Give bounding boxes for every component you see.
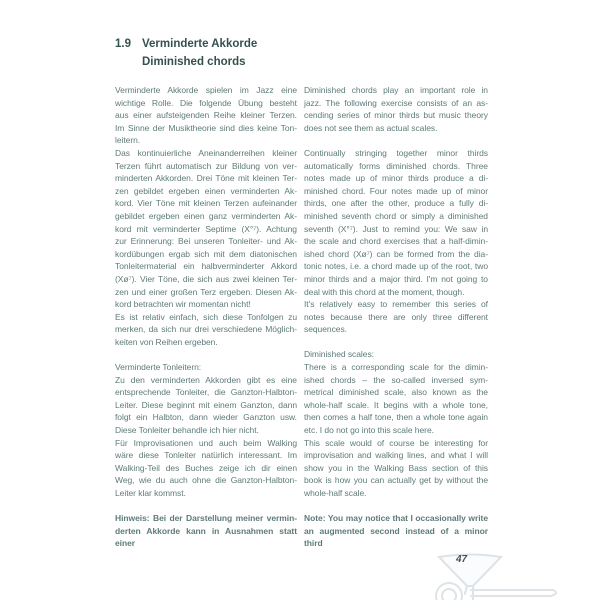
text-line: an augmented second instead of a minor third — [304, 525, 488, 549]
text-line: Note: You may notice that I occasionally write — [304, 513, 488, 524]
text-line: Leiter. Diese beginnt mit einem Ganzton, dann — [115, 399, 297, 410]
text-line: folgt ein Halbton, dann wieder Ganzton usw. — [115, 412, 297, 423]
text-line: Diminished chords play an important role in — [304, 85, 488, 95]
text-line: Für Improvisationen und auch beim Walking — [115, 437, 297, 448]
text-line: zen gebildet ergeben einen verminderten Ak- — [115, 185, 297, 196]
text-line: kord betrachten wir momentan nicht! — [115, 299, 251, 310]
paragraph-gap — [304, 500, 488, 513]
text-line: Es ist relativ einfach, sich diese Tonfolgen zu — [115, 311, 297, 322]
text-line: wichtige Rolle. Die folgende Übung besteht — [115, 97, 297, 108]
text-line: kord mit verminderter Septime (X°⁷). Achtung — [115, 223, 297, 234]
text-line: Weg, wie du auch ohne die Ganzton-Halbton- — [115, 475, 297, 486]
section-title-english: Diminished chords — [142, 55, 246, 68]
text-line: Verminderte Tonleitern: — [115, 362, 202, 373]
text-line: zen und einer großen Terz ergeben. Diesen Ak- — [115, 286, 297, 297]
text-line: notes because there are only three different — [304, 311, 488, 322]
text-line: automatically forms diminished chords. Three — [304, 160, 488, 171]
text-line: Diese Tonleiter behandle ich hier nicht. — [115, 425, 259, 436]
text-line: gebildet ergeben einen ganz verminderten Ak- — [115, 210, 297, 221]
text-line: then comes a half tone, then a whole tone again — [304, 412, 488, 423]
text-line: entsprechende Tonleiter, die Ganzton-Halbton- — [115, 387, 297, 398]
text-line: improvisation and walking lines, and what I will — [304, 450, 488, 461]
text-line: kord. Vier Töne mit kleinen Terzen aufeinander — [115, 198, 297, 209]
text-line: leitern. — [115, 135, 141, 146]
text-line: does not see them as actual scales. — [304, 122, 438, 133]
text-line: metrical diminished scale, also known as the — [304, 387, 488, 398]
text-line: (Xø⁷). Vier Töne, die sich aus zwei kleinen Ter- — [115, 273, 297, 284]
text-line: Verminderte Akkorde spielen im Jazz eine — [115, 85, 297, 95]
text-line: the scale and chord exercises that a half-dimin- — [304, 236, 488, 247]
text-line: minderten Akkorden. Drei Töne mit kleinen Ter- — [115, 173, 297, 184]
text-line: derten Akkorde kann in Ausnahmen statt einer — [115, 525, 297, 549]
text-line: seventh (X°⁷). Just to remind you: We saw in — [304, 223, 488, 234]
text-line: kordübungen ergab sich mit dem diatonischen — [115, 248, 297, 259]
text-line: minished chord. Four notes made up of minor — [304, 185, 488, 196]
tuba-watermark-icon — [425, 550, 585, 600]
column-german-text — [115, 84, 297, 549]
text-line: sequences. — [304, 324, 347, 335]
text-line: whole-half scale. It begins with a whole tone, — [304, 399, 488, 410]
text-line: ished chord (Xø⁷) can be formed from the dia- — [304, 248, 488, 259]
text-line: Tonleitermaterial ein halbverminderter Akkord — [115, 261, 297, 272]
text-line: Hinweis: Bei der Darstellung meiner vermin- — [115, 513, 297, 524]
text-line: This scale would of course be interesting for — [304, 437, 488, 448]
paragraph-gap — [304, 134, 488, 147]
paragraph-gap — [115, 500, 297, 513]
column-english-text — [304, 84, 488, 549]
text-line: whole-half scale. — [304, 488, 367, 498]
text-line: aus einer aufsteigenden Reihe kleiner Terzen. — [115, 110, 297, 121]
text-line: wäre diese Tonleiter natürlich interessant. Im — [115, 450, 297, 461]
section-title-german: Verminderte Akkorde — [142, 38, 258, 50]
text-line: show you in the Walking Bass section of this — [304, 462, 488, 473]
text-line: Leiter klar kommst. — [115, 488, 186, 498]
text-line: notes made up of minor thirds produce a di- — [304, 173, 488, 184]
text-line: keiten von Reihen ergeben. — [115, 336, 218, 347]
section-titles — [142, 36, 257, 71]
text-line: deal with this chord at the moment, though. — [304, 286, 465, 297]
text-line: ished chords – the so-called inversed sym- — [304, 374, 488, 385]
text-line: There is a corresponding scale for the dimin- — [304, 362, 488, 373]
section-number: 1.9 — [115, 38, 131, 50]
paragraph-gap — [115, 348, 297, 361]
text-line: tonic notes, i.e. a chord made up of the root, two — [304, 261, 488, 272]
text-line: book is how you can actually get by without the — [304, 475, 488, 486]
text-line: Zu den verminderten Akkorden gibt es eine — [115, 374, 297, 385]
text-line: Das kontinuierliche Aneinanderreihen kleiner — [115, 147, 297, 158]
section-heading — [115, 36, 257, 71]
text-line: It's relatively easy to remember this series of — [304, 299, 488, 310]
paragraph-gap — [304, 336, 488, 349]
page-number: 47 — [456, 554, 468, 565]
text-line: zur Erinnerung: Bei unseren Tonleiter- und Ak- — [115, 236, 297, 247]
text-line: jazz. The following exercise consists of an as- — [304, 97, 488, 108]
text-line: etc. I do not go into this scale here. — [304, 425, 434, 436]
text-line: Continually stringing together minor thirds — [304, 147, 488, 158]
text-line: Diminished scales: — [304, 349, 374, 360]
text-line: cending series of minor thirds but music theory — [304, 110, 488, 121]
text-line: minor thirds and a major third. I'm not going to — [304, 273, 488, 284]
text-line: Im Sinne der Musiktheorie sind dies keine Ton- — [115, 122, 297, 133]
text-line: thirds, one after the other, produce a fully di- — [304, 198, 488, 209]
text-line: merken, da sich nur drei verschiedene Möglich- — [115, 324, 297, 335]
text-line: Terzen führt automatisch zur Bildung von ver- — [115, 160, 297, 171]
text-line: Walking-Teil des Buches zeige ich dir einen — [115, 462, 297, 473]
text-line: minished seventh chord or simply a diminished — [304, 210, 488, 221]
